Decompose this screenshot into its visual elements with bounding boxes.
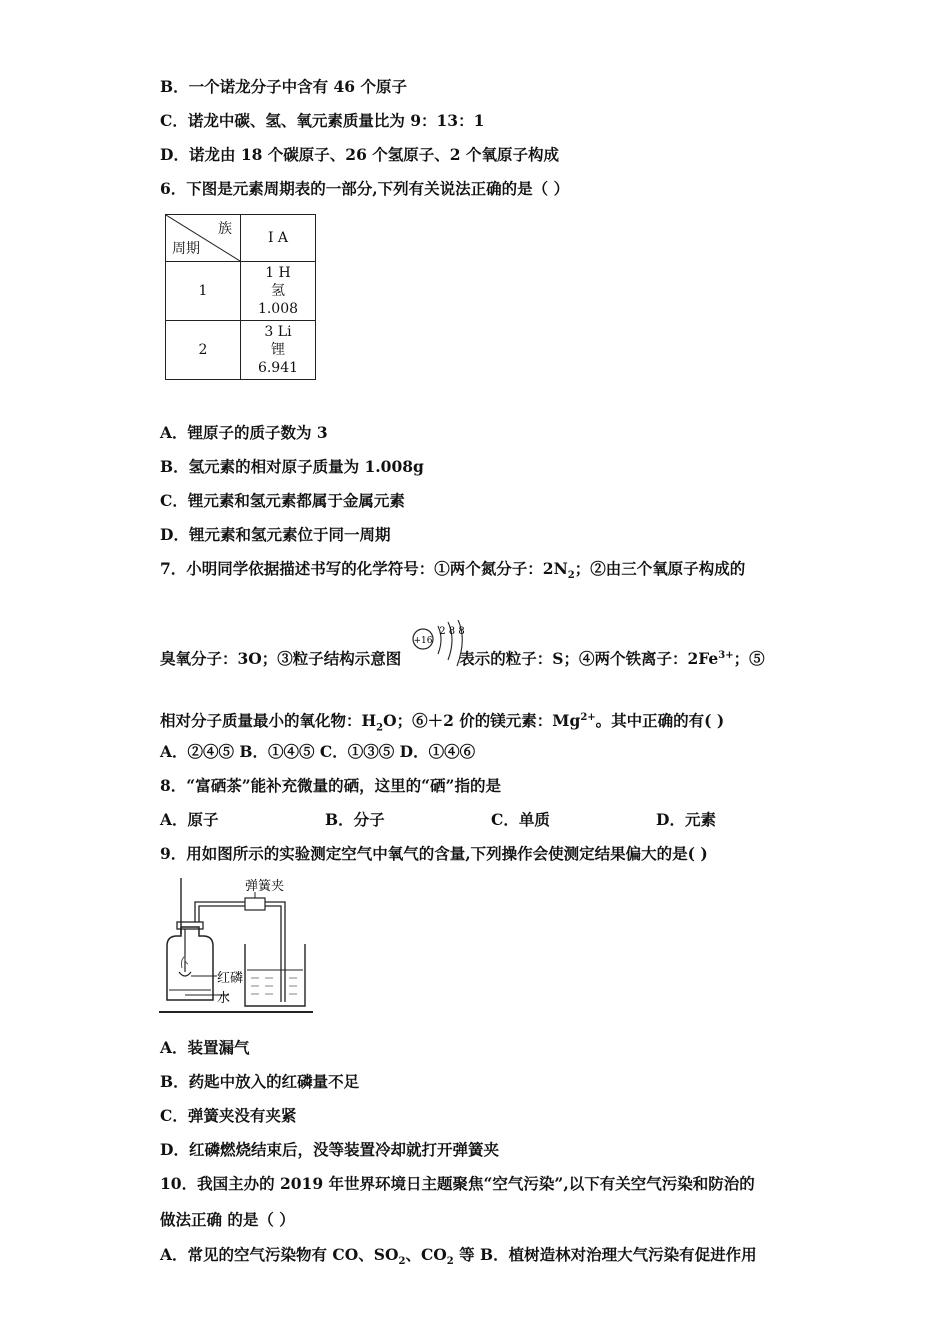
oxygen-experiment-apparatus: [155, 872, 320, 1017]
q10-line-1: 10．我国主办的 2019 年世界环境日主题聚焦“空气污染”,以下有关空气污染和防治的: [160, 1174, 755, 1193]
spring-clip: [245, 898, 265, 910]
q9-option-d: D．红磷燃烧结束后，没等装置冷却就打开弹簧夹: [160, 1140, 499, 1159]
header-period-label: 周期: [172, 241, 200, 257]
label-water: 水: [217, 991, 231, 1006]
label-red-phosphorus: 红磷: [217, 971, 244, 986]
q8-option-d: D．元素: [656, 810, 716, 829]
q9-option-c: C．弹簧夹没有夹紧: [160, 1106, 297, 1125]
q5-option-d: D．诺龙由 18 个碳原子、26 个氢原子、2 个氧原子构成: [160, 145, 559, 164]
q5-option-c: C．诺龙中碳、氢、氧元素质量比为 9：13：1: [160, 111, 485, 130]
q6-stem: 6．下图是元素周期表的一部分,下列有关说法正确的是（ ）: [160, 179, 570, 198]
label-spring-clip: 弹簧夹: [245, 879, 285, 894]
gas-bottle: [167, 927, 213, 1000]
header-column-ia: I A: [241, 215, 316, 262]
header-group-label: 族: [218, 221, 232, 237]
element-lithium: [241, 321, 316, 380]
q5-option-b: B．一个诺龙分子中含有 46 个原子: [160, 77, 407, 96]
nucleus-charge: +16: [413, 636, 433, 646]
q8-stem: 8．“富硒茶”能补充微量的硒，这里的“硒”指的是: [160, 776, 501, 795]
element-name: 氢: [271, 283, 285, 299]
element-mass: 6.941: [257, 360, 299, 376]
q7-line-1: 7．小明同学依据描述书写的化学符号：①两个氮分子：$2N_2$；②由三个氧原子构成的: [160, 559, 746, 582]
q8-option-a: A．原子: [160, 810, 219, 829]
period-1-label: 1: [166, 262, 241, 321]
element-hydrogen: [241, 262, 316, 321]
element-mass: 1.008: [257, 301, 299, 317]
q10-line-3: A．常见的空气污染物有 CO、$SO_2$、$CO_2$ 等 B．植树造林对治理大气污染有促进作用: [160, 1245, 757, 1268]
q9-option-b: B．药匙中放入的红磷量不足: [160, 1072, 360, 1091]
table-header-diagonal: [166, 215, 241, 262]
beaker: [245, 944, 305, 1006]
q9-option-a: A．装置漏气: [160, 1038, 250, 1057]
period-2-label: 2: [166, 321, 241, 380]
element-name: 锂: [271, 342, 285, 358]
q6-option-c: C．锂元素和氢元素都属于金属元素: [160, 491, 405, 510]
q7-line-2: 臭氧分子：3O；③粒子结构示意图 表示的粒子：S；④两个铁离子：$2Fe^{3+}$；⑤: [160, 649, 765, 669]
element-number-symbol: 3 Li: [264, 324, 292, 340]
q6-option-a: A．锂原子的质子数为 3: [160, 423, 328, 442]
q6-option-b: B．氢元素的相对原子质量为 1.008g: [160, 457, 424, 476]
q7-options: A．②④⑤ B．①④⑤ C．①③⑤ D．①④⑥: [160, 742, 476, 761]
q6-option-d: D．锂元素和氢元素位于同一周期: [160, 525, 391, 544]
periodic-table-excerpt: [165, 214, 316, 380]
q8-option-b: B．分子: [325, 810, 385, 829]
q7-line-3: 相对分子质量最小的氧化物：$H_2O$；⑥＋2 价的镁元素：$Mg^{2+}$。其中正确的有( ): [160, 711, 725, 734]
q10-line-2: 做法正确 的是（ ）: [160, 1210, 295, 1229]
q9-stem: 9．用如图所示的实验测定空气中氧气的含量,下列操作会使测定结果偏大的是( ): [160, 844, 708, 863]
q8-option-c: C．单质: [491, 810, 550, 829]
shell-electrons: 2 8 8: [439, 626, 465, 637]
element-number-symbol: 1 H: [265, 265, 291, 281]
